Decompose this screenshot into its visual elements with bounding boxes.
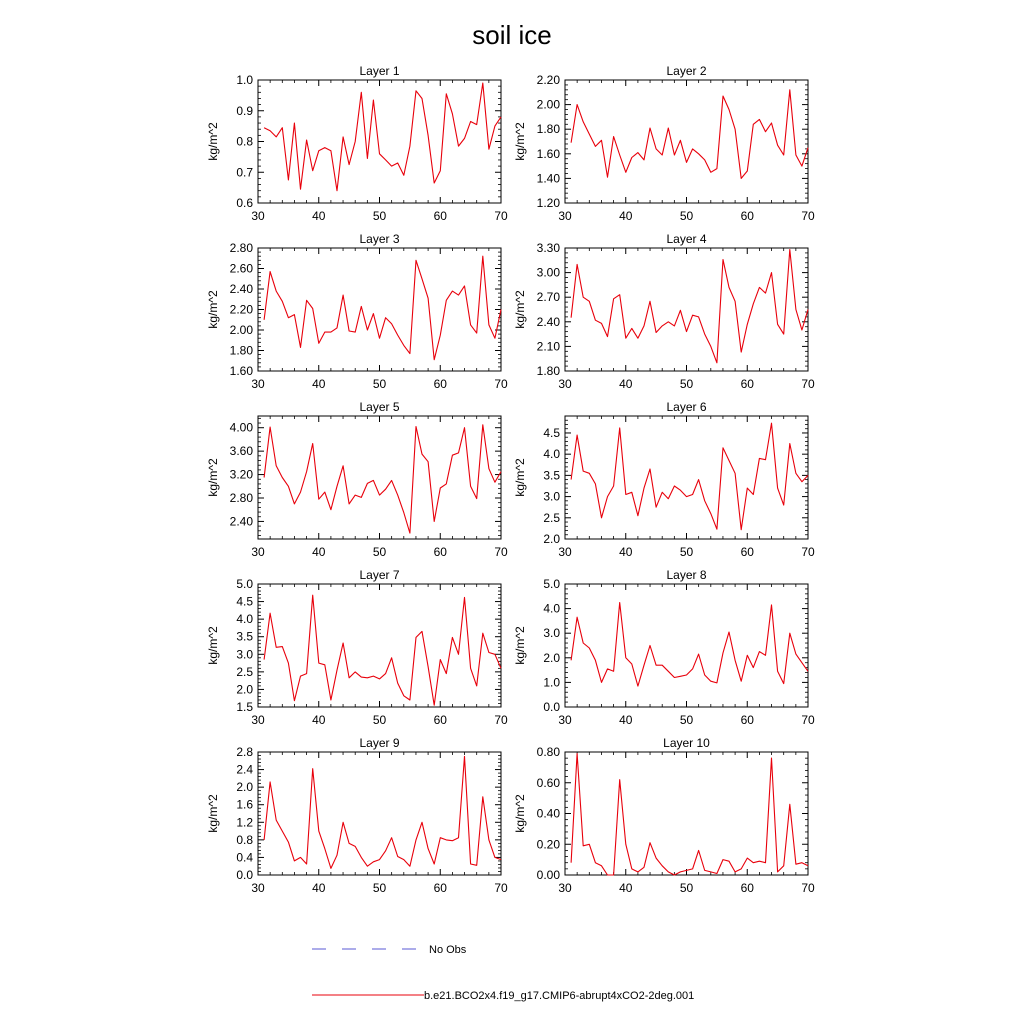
x-tick-label: 60 [433, 713, 447, 727]
panel-title: Layer 9 [359, 736, 400, 750]
y-tick-label: 2.20 [229, 302, 253, 317]
x-tick-label: 40 [312, 881, 326, 895]
y-tick-label: 3.0 [543, 626, 560, 641]
y-tick-label: 3.0 [543, 489, 560, 504]
y-tick-label: 2.70 [536, 290, 560, 305]
x-tick-label: 50 [679, 209, 694, 223]
panel-title: Layer 1 [359, 64, 400, 78]
x-tick-label: 70 [801, 209, 815, 223]
plot-frame [258, 80, 501, 203]
x-tick-label: 70 [494, 713, 508, 727]
x-tick-label: 30 [558, 545, 572, 559]
y-tick-label: 0.0 [236, 868, 253, 882]
x-tick-label: 50 [679, 881, 694, 895]
panel-1 [206, 64, 508, 223]
panel-grid [206, 64, 815, 895]
x-tick-label: 50 [679, 377, 694, 391]
y-tick-label: 0.0 [543, 700, 560, 714]
y-axis-label: kg/m^2 [206, 626, 220, 665]
y-tick-label: 3.20 [229, 467, 253, 482]
x-tick-label: 60 [433, 377, 447, 391]
panel-8 [513, 568, 815, 727]
y-tick-label: 4.5 [236, 594, 253, 609]
panel-title: Layer 10 [663, 736, 710, 750]
x-tick-label: 70 [801, 377, 815, 391]
plot-frame [565, 584, 808, 707]
panel-7 [206, 568, 508, 727]
y-axis-label: kg/m^2 [513, 626, 527, 665]
y-tick-label: 3.30 [536, 241, 560, 255]
y-tick-label: 1.0 [236, 73, 253, 87]
y-axis-label: kg/m^2 [513, 290, 527, 329]
y-tick-label: 4.0 [543, 447, 560, 462]
y-tick-label: 2.5 [236, 664, 253, 679]
y-tick-label: 0.8 [236, 832, 253, 847]
y-tick-label: 3.00 [536, 265, 560, 280]
y-tick-label: 0.9 [236, 103, 253, 118]
y-tick-label: 2.40 [229, 282, 253, 296]
x-tick-label: 30 [251, 713, 265, 727]
x-tick-label: 30 [251, 881, 265, 895]
y-tick-label: 2.5 [543, 510, 560, 525]
series-line [571, 90, 808, 179]
panel-2 [513, 64, 815, 223]
x-tick-label: 30 [558, 377, 572, 391]
legend-label: No Obs [429, 944, 467, 956]
x-tick-label: 30 [251, 377, 265, 391]
y-tick-label: 0.6 [236, 196, 253, 210]
y-tick-label: 1.2 [236, 815, 253, 830]
y-tick-label: 0.00 [536, 868, 560, 882]
y-axis-label: kg/m^2 [513, 458, 527, 497]
y-tick-label: 2.40 [536, 314, 560, 329]
x-tick-label: 70 [494, 545, 508, 559]
plot-frame [565, 248, 808, 371]
x-tick-label: 60 [433, 209, 447, 223]
panel-title: Layer 8 [666, 568, 707, 582]
x-tick-label: 70 [801, 545, 815, 559]
y-tick-label: 4.5 [543, 425, 560, 440]
plot-frame [565, 416, 808, 539]
y-tick-label: 1.20 [536, 196, 560, 210]
y-tick-label: 2.4 [236, 762, 253, 777]
x-tick-label: 40 [312, 209, 326, 223]
y-tick-label: 0.40 [536, 806, 560, 821]
y-tick-label: 2.80 [229, 241, 253, 255]
series-line [571, 250, 808, 363]
y-tick-label: 2.8 [236, 745, 253, 759]
x-tick-label: 60 [740, 713, 754, 727]
panel-title: Layer 2 [666, 64, 707, 78]
panel-6 [513, 400, 815, 559]
x-tick-label: 30 [251, 209, 265, 223]
series-line [264, 256, 501, 360]
x-tick-label: 50 [372, 881, 387, 895]
x-tick-label: 60 [433, 545, 447, 559]
y-tick-label: 2.0 [236, 682, 253, 697]
panel-9 [206, 736, 508, 895]
y-tick-label: 2.20 [536, 73, 560, 87]
x-tick-label: 40 [619, 209, 633, 223]
y-tick-label: 2.80 [229, 491, 253, 505]
y-tick-label: 2.0 [543, 650, 560, 665]
x-tick-label: 40 [619, 377, 633, 391]
y-tick-label: 1.80 [536, 364, 560, 378]
x-tick-label: 70 [494, 209, 508, 223]
x-tick-label: 40 [619, 713, 633, 727]
series-line [264, 425, 501, 533]
y-tick-label: 0.20 [536, 837, 560, 852]
x-tick-label: 40 [619, 545, 633, 559]
series-line [571, 423, 808, 530]
y-tick-label: 1.5 [236, 700, 253, 714]
y-axis-label: kg/m^2 [513, 794, 527, 833]
x-tick-label: 60 [740, 881, 754, 895]
y-tick-label: 3.0 [236, 647, 253, 662]
y-tick-label: 1.60 [536, 146, 560, 161]
panel-10 [513, 736, 815, 895]
series-line [264, 83, 501, 191]
y-tick-label: 1.0 [543, 675, 560, 690]
x-tick-label: 50 [372, 377, 387, 391]
y-axis-label: kg/m^2 [206, 122, 220, 161]
y-tick-label: 4.0 [236, 612, 253, 627]
plot-frame [258, 248, 501, 371]
y-tick-label: 1.6 [236, 797, 253, 812]
x-tick-label: 70 [494, 377, 508, 391]
x-tick-label: 30 [558, 209, 572, 223]
y-tick-label: 2.60 [229, 261, 253, 276]
x-tick-label: 50 [679, 545, 694, 559]
y-tick-label: 0.8 [236, 134, 253, 149]
x-tick-label: 40 [312, 377, 326, 391]
x-tick-label: 40 [619, 881, 633, 895]
y-tick-label: 2.00 [229, 323, 253, 337]
y-tick-label: 0.7 [236, 165, 253, 180]
x-tick-label: 40 [312, 713, 326, 727]
plot-frame [258, 752, 501, 875]
y-axis-label: kg/m^2 [206, 290, 220, 329]
legend [312, 944, 694, 1002]
y-tick-label: 3.60 [229, 444, 253, 459]
panel-5 [206, 400, 508, 559]
x-tick-label: 60 [433, 881, 447, 895]
panel-title: Layer 7 [359, 568, 400, 582]
panel-title: Layer 5 [359, 400, 400, 414]
y-tick-label: 2.00 [536, 97, 560, 112]
y-tick-label: 4.00 [229, 420, 253, 435]
plot-frame [565, 752, 808, 875]
y-tick-label: 2.0 [543, 532, 560, 546]
x-tick-label: 50 [679, 713, 694, 727]
series-line [264, 595, 501, 705]
y-tick-label: 1.80 [229, 343, 253, 358]
panel-title: Layer 3 [359, 232, 400, 246]
series-line [571, 754, 808, 876]
legend-label: b.e21.BCO2x4.f19_g17.CMIP6-abrupt4xCO2-2deg.001 [424, 990, 695, 1002]
x-tick-label: 40 [312, 545, 326, 559]
y-tick-label: 2.10 [536, 339, 560, 354]
y-tick-label: 2.0 [236, 780, 253, 795]
y-tick-label: 3.5 [236, 629, 253, 644]
x-tick-label: 50 [372, 713, 387, 727]
y-tick-label: 5.0 [543, 577, 560, 591]
y-tick-label: 1.60 [229, 364, 253, 378]
x-tick-label: 60 [740, 545, 754, 559]
x-tick-label: 70 [494, 881, 508, 895]
y-axis-label: kg/m^2 [206, 458, 220, 497]
y-tick-label: 0.80 [536, 745, 560, 759]
plot-frame [258, 416, 501, 539]
series-line [264, 756, 501, 868]
x-tick-label: 50 [372, 545, 387, 559]
x-tick-label: 60 [740, 209, 754, 223]
y-tick-label: 0.60 [536, 775, 560, 790]
y-tick-label: 1.80 [536, 122, 560, 137]
y-tick-label: 0.4 [236, 850, 253, 865]
y-axis-label: kg/m^2 [206, 794, 220, 833]
y-axis-label: kg/m^2 [513, 122, 527, 161]
series-line [571, 603, 808, 687]
x-tick-label: 30 [558, 713, 572, 727]
x-tick-label: 30 [558, 881, 572, 895]
y-tick-label: 4.0 [543, 601, 560, 616]
panel-title: Layer 6 [666, 400, 707, 414]
panel-4 [513, 232, 815, 391]
x-tick-label: 60 [740, 377, 754, 391]
x-tick-label: 30 [251, 545, 265, 559]
panel-3 [206, 232, 508, 391]
y-tick-label: 1.40 [536, 171, 560, 186]
y-tick-label: 2.40 [229, 514, 253, 529]
x-tick-label: 50 [372, 209, 387, 223]
x-tick-label: 70 [801, 881, 815, 895]
y-tick-label: 3.5 [543, 468, 560, 483]
x-tick-label: 70 [801, 713, 815, 727]
panel-title: Layer 4 [666, 232, 707, 246]
chart-title: soil ice [472, 20, 552, 50]
y-tick-label: 5.0 [236, 577, 253, 591]
